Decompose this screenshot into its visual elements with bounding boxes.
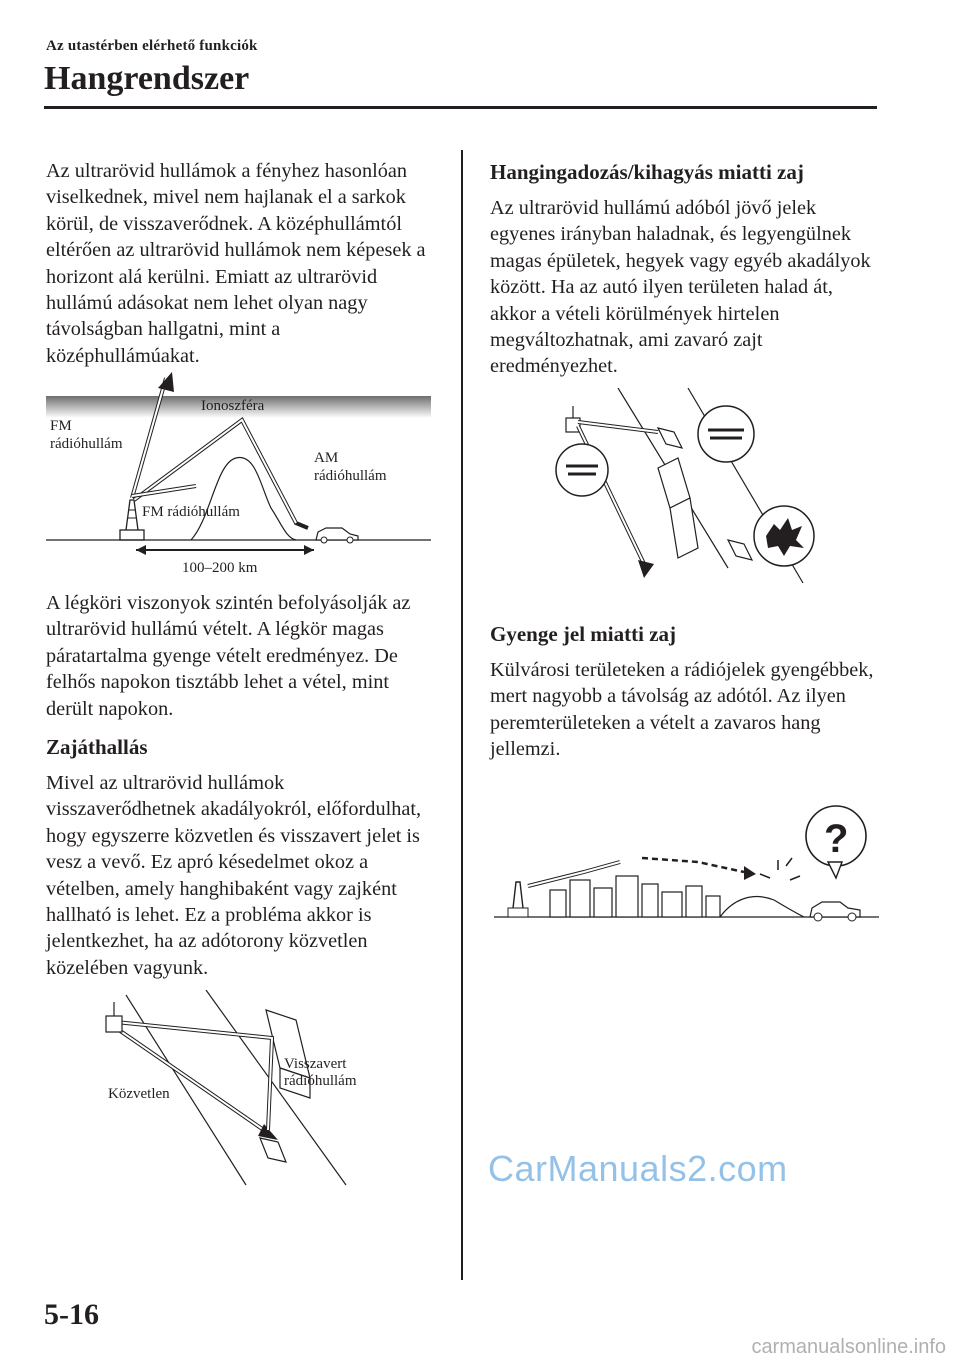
city-skyline (550, 876, 720, 917)
noise-bubble-icon-2 (698, 406, 754, 462)
fm-wave-label: FM (50, 418, 72, 434)
heading-fluctuation: Hangingadozás/kihagyás miatti zaj (490, 160, 804, 184)
radio-tower-icon (106, 1002, 122, 1032)
figure-wave-propagation (46, 368, 436, 578)
reflected-wave-label-2: rádióhullám (284, 1073, 357, 1089)
title-rule (44, 106, 877, 109)
car-icon-2 (728, 540, 752, 560)
reflected-wave-arrow (116, 1022, 272, 1130)
footer-site: carmanualsonline.info (751, 1336, 946, 1358)
distance-label: 100–200 km (182, 560, 258, 576)
car-icon (316, 528, 358, 543)
paragraph-interference: Mivel az ultrarövid hullámok visszaverődhetnek akadályokról, előfordulhat, hogy egyszerre közvetlen és visszavert jelet is vesz a vevő. Ez apró késedelmet okoz a vételben, amely hanghibaként vagy zajként hallható is lehet. Ez a probléma akkor is jelentkezhet, ha az adótorony közvetlen közelében vagyunk. (46, 772, 422, 979)
radio-tower-icon (508, 882, 528, 917)
watermark: CarManuals2.com (488, 1148, 788, 1189)
section-label: Az utastérben elérhető funkciók (46, 38, 258, 54)
column-divider (461, 150, 463, 1280)
direct-wave-label: Közvetlen (108, 1086, 170, 1102)
question-bubble-icon (806, 806, 866, 878)
car-icon (658, 428, 682, 448)
figure-multipath (96, 990, 396, 1190)
ionosphere-label: Ionoszféra (201, 398, 265, 414)
mountain (191, 458, 296, 540)
paragraph-fluctuation: Az ultrarövid hullámú adóból jövő jelek egyenes irányban haladnak, és legyengülnek magas épületek, hegyek vagy egyéb akadályok között. Ha az autó ilyen területen halad át, akkor a vételi körülmények hirtelen megváltozhatnak, ami zavaró zajt eredményezhet. (490, 197, 871, 378)
radio-tower-icon (120, 500, 144, 540)
reflected-wave-label: Visszavert (284, 1056, 347, 1072)
static-burst-icon (760, 858, 800, 880)
paragraph-atmospheric: A légköri viszonyok szintén befolyásolják az ultrarövid hullámú vételt. A légkör magas páratartalma gyenge vételt eredményez. De felhős napokon tisztább lehet a vétel, mint derült napokon. (46, 592, 411, 720)
fm-wave-low-label: FM rádióhullám (142, 504, 240, 520)
page-title: Hangrendszer (44, 60, 250, 97)
hill (720, 897, 804, 917)
page-number: 5-16 (44, 1298, 99, 1331)
am-wave-label-2: rádióhullám (314, 468, 387, 484)
figure-obstruction (548, 388, 818, 588)
fm-wave-label-2: rádióhullám (50, 436, 123, 452)
paragraph-weak-signal: Külvárosi területeken a rádiójelek gyengébbek, mert nagyobb a távolság az adótól. Az ilyen peremterületeken a vételt a zavaros hang jellemzi. (490, 659, 874, 761)
heading-interference: Zajáthallás (46, 735, 148, 759)
noise-burst-icon (754, 506, 814, 566)
building-icon (658, 458, 698, 558)
car-icon (810, 902, 860, 921)
am-wave-label: AM (314, 450, 339, 466)
car-icon (260, 1138, 286, 1162)
question-mark: ? (824, 817, 849, 861)
noise-bubble-icon (556, 444, 608, 496)
figure-suburb (494, 800, 879, 925)
heading-weak-signal: Gyenge jel miatti zaj (490, 622, 677, 646)
signal-arrow-dashed (642, 858, 744, 872)
paragraph-ultrashort-waves: Az ultrarövid hullámok a fényhez hasonlóan viselkednek, mivel nem hajlanak el a sarkok körül, de visszaverődnek. A középhullámtól eltérően az ultrarövid hullámok nem képesek a horizont alá kerülni. Emiatt az ultrarövid hullámú adásokat nem lehet olyan nagy távolságban hallgatni, mint a középhullámúakat. (46, 160, 426, 367)
